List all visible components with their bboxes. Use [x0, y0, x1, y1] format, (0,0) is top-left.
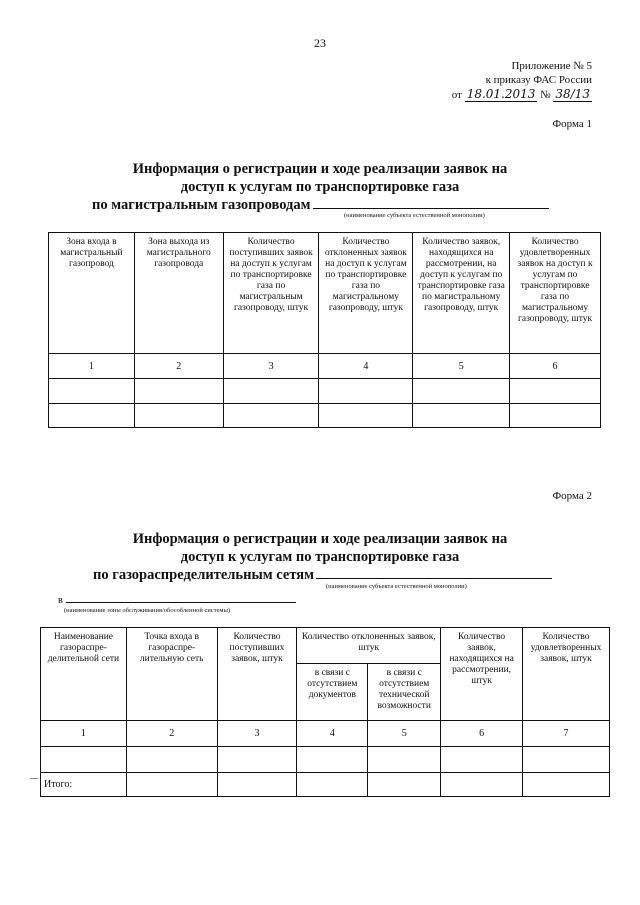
number-prefix: №: [540, 89, 551, 101]
form2-number-row: [41, 721, 610, 747]
form1-empty-row: [49, 404, 601, 428]
table-cell: [134, 379, 223, 404]
table-cell: [510, 404, 601, 428]
form1-number-row: [49, 354, 601, 379]
form2-header-cell: Точка входа в газораспре-лительную сеть: [126, 628, 217, 721]
form2-col-number: 6: [441, 721, 523, 747]
appendix-line2: к приказу ФАС России: [485, 74, 592, 86]
form2-title-line1: Информация о регистрации и ходе реализации заявок на: [132, 531, 508, 547]
handwritten-number: 38/13: [555, 87, 590, 101]
form2-title-line3: [93, 566, 552, 584]
appendix-line1: Приложение № 5: [511, 60, 592, 72]
form2-empty-row: [41, 747, 610, 773]
form2-header-row1: [41, 628, 610, 664]
form1-col-number: 4: [319, 354, 413, 379]
table-cell: [49, 404, 135, 428]
form2-header-cell: Количество поступивших заявок, штук: [217, 628, 297, 721]
form1-header-cell: Зона выхода из магистрального газопровода: [134, 233, 223, 354]
form2-col-number: 5: [368, 721, 441, 747]
table-cell: [217, 747, 297, 773]
form2-col-number: 7: [523, 721, 610, 747]
form1-blank-line: [313, 196, 549, 209]
form1-header-cell: Количество поступивших заявок на доступ к услугам по транспортировке газа по магистральным газопроводу, штук: [223, 233, 319, 354]
form1-table: [48, 232, 601, 428]
form1-header-cell: Количество заявок, находящихся на рассмотрении, на доступ к услугам по транспортировке газа по магистральному газопроводу, штук: [413, 233, 510, 354]
form2-header-group: Количество отклоненных заявок, штук: [297, 628, 441, 664]
form2-col-number: 2: [126, 721, 217, 747]
form1-header-cell: Количество отклоненных заявок на доступ к услугам по транспортировке газа по магистральному газопроводу, штук: [319, 233, 413, 354]
margin-tick: [30, 778, 38, 779]
form2-col-number: 3: [217, 721, 297, 747]
form2-title-line2: доступ к услугам по транспортировке газа: [180, 549, 460, 565]
table-cell: [441, 773, 523, 797]
form2-blank-line: [316, 566, 552, 579]
form1-col-number: 5: [413, 354, 510, 379]
form1-header-cell: Зона входа в магистральный газопровод: [49, 233, 135, 354]
form1-empty-row: [49, 379, 601, 404]
form2-subheader-cell: в связи с отсутствием технической возможности: [368, 664, 441, 721]
table-cell: [126, 747, 217, 773]
zone-prefix: в: [58, 595, 63, 606]
form1-col-number: 2: [134, 354, 223, 379]
form1-title-line2: доступ к услугам по транспортировке газа: [180, 179, 460, 195]
form1-title-line3-text: по магистральным газопроводам: [92, 197, 311, 213]
table-cell: [441, 747, 523, 773]
form1-title-line1: Информация о регистрации и ходе реализации заявок на: [132, 161, 508, 177]
table-cell: [523, 773, 610, 797]
form1-header-cell: Количество удовлетворенных заявок на доступ к услугам по транспортировке газа по магистральному газопроводу, штук: [510, 233, 601, 354]
table-cell: [319, 379, 413, 404]
form1-col-number: 1: [49, 354, 135, 379]
table-cell: [523, 747, 610, 773]
form2-header-cell: Количество заявок, находящихся на рассмотрении, штук: [441, 628, 523, 721]
form2-zone-line: [58, 594, 296, 606]
form2-header-cell: Наименование газораспре-делительной сети: [41, 628, 127, 721]
form2-total-row: [41, 773, 610, 797]
table-cell: [217, 773, 297, 797]
form2-header-cell: Количество удовлетворенных заявок, штук: [523, 628, 610, 721]
form2-col-number: 4: [297, 721, 368, 747]
table-cell: [134, 404, 223, 428]
form2-title-line3-text: по газораспределительным сетям: [93, 567, 314, 583]
table-cell: [510, 379, 601, 404]
from-prefix: от: [451, 89, 462, 101]
table-cell: [223, 404, 319, 428]
form2-subheader-cell: в связи с отсутствием документов: [297, 664, 368, 721]
appendix-date-line: [452, 88, 592, 102]
form1-col-number: 6: [510, 354, 601, 379]
table-cell: [413, 404, 510, 428]
table-cell: [368, 773, 441, 797]
form1-header-row: [49, 233, 601, 354]
handwritten-date: 18.01.2013: [466, 87, 536, 101]
table-cell: [41, 747, 127, 773]
table-cell: [49, 379, 135, 404]
table-cell: [368, 747, 441, 773]
form2-col-number: 1: [41, 721, 127, 747]
form1-caption: (наименование субъекта естественной монополии): [344, 212, 485, 219]
table-cell: [297, 747, 368, 773]
form1-label: Форма 1: [552, 118, 592, 130]
table-cell: [126, 773, 217, 797]
table-cell: [223, 379, 319, 404]
page-number: 23: [314, 36, 326, 50]
form2-table: [40, 627, 610, 797]
form1-col-number: 3: [223, 354, 319, 379]
form2-label: Форма 2: [552, 490, 592, 502]
table-cell: [319, 404, 413, 428]
form2-caption: (наименование субъекта естественной монополии): [326, 583, 467, 590]
zone-caption: (наименование зоны обслуживания/обособленной системы): [64, 607, 231, 614]
total-label: Итого:: [41, 773, 127, 797]
table-cell: [413, 379, 510, 404]
zone-blank-line: [66, 594, 296, 603]
table-cell: [297, 773, 368, 797]
